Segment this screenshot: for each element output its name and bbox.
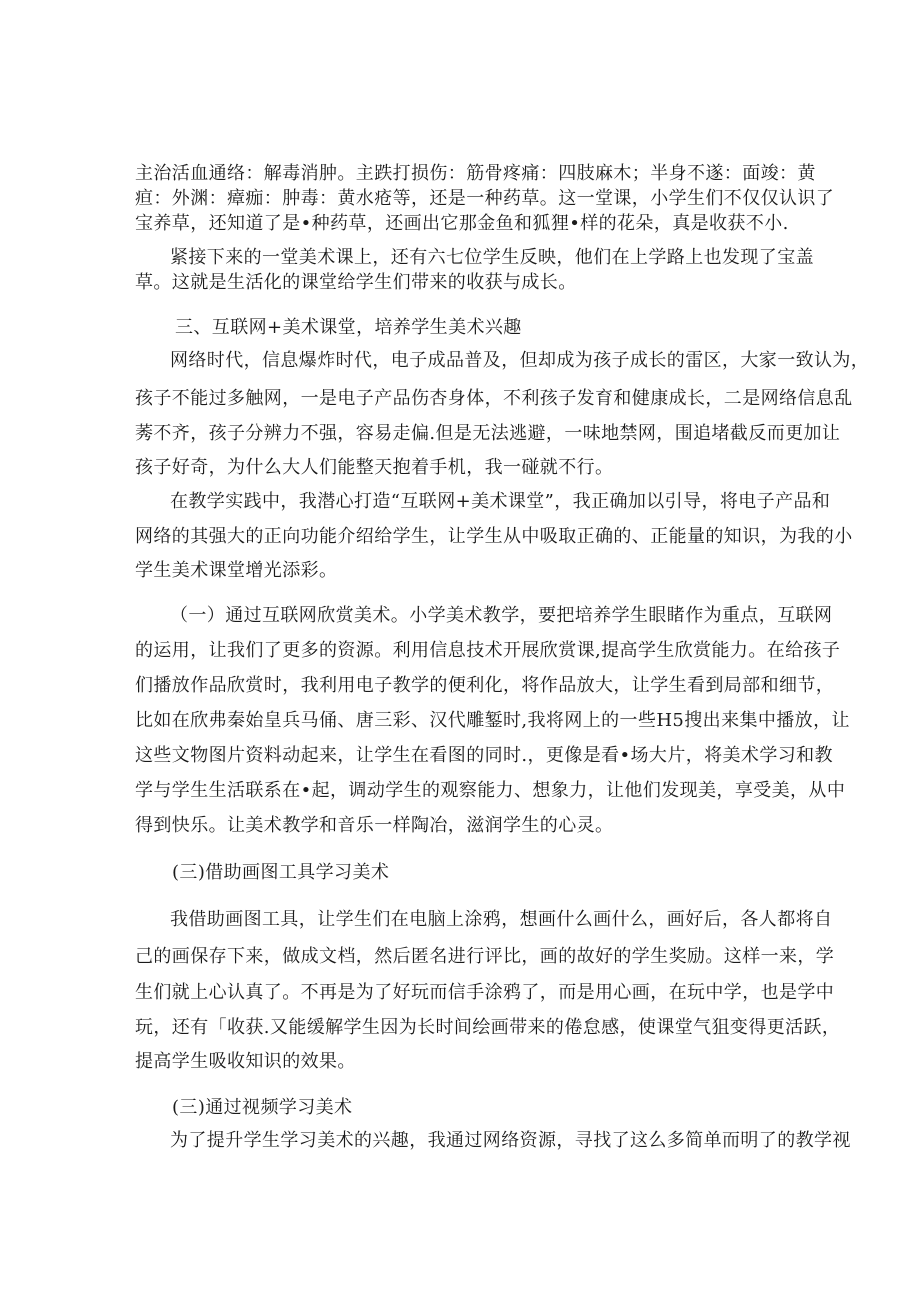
section-heading: (三)通过视频学习美术	[172, 1097, 353, 1118]
text-line: 网络时代，信息爆炸时代，电子成品普及，但却成为孩子成长的雷区，大家一致认为，	[170, 350, 870, 371]
section-heading: 三、互联网+美术课堂，培养学生美术兴趣	[175, 317, 522, 338]
text-line: 己的画保存下来，做成文档，然后匿名进行评比，画的故好的学生奖励。这样一来，学	[135, 946, 835, 967]
text-line: 为了提升学生学习美术的兴趣，我通过网络资源，寻找了这么多简单而明了的教学视	[170, 1130, 851, 1151]
text-line: 提高学生吸收知识的效果。	[135, 1051, 356, 1072]
text-line: 学生美术课堂增光添彩。	[135, 560, 338, 581]
text-line: 我借助画图工具，让学生们在电脑上涂鸦，想画什么画什么，画好后，各人都将自	[170, 909, 833, 930]
text-line: 紧接下来的一堂美术课上，还有六七位学生反映，他们在上学路上也发现了宝盖	[170, 247, 814, 268]
text-line: 疸：外渊：瘴痂：肿毒：黄水疮等，还是一种药草。这一堂课，小学生们不仅仅认识了	[135, 188, 835, 209]
text-line: 在教学实践中，我潜心打造“互联网+美术课堂”，我正确加以引导，将电子产品和	[170, 491, 831, 512]
text-line: 莠不齐，孩子分辨力不强，容易走偏.但是无法逃避，一味地禁网，围追堵截反而更加让	[135, 423, 841, 444]
text-line: （一）通过互联网欣赏美术。小学美术教学，要把培养学生眼睹作为重点，互联网	[170, 605, 833, 626]
text-line: 孩子不能过多触网，一是电子产品伤杏身体，不利孩子发育和健康成长，二是网络信息乱	[135, 388, 853, 409]
text-line: 生们就上心认真了。不再是为了好玩而信手涂鸦了，而是用心画，在玩中学，也是学中	[135, 982, 835, 1003]
text-line: 宝养草，还知道了是•种药草，还画出它那金鱼和狐狸•样的花朵，真是收获不小.	[135, 213, 789, 234]
text-line: 得到快乐。让美术教学和音乐一样陶冶，滋润学生的心灵。	[135, 815, 614, 836]
text-line: 主治活血通络：解毒消肿。主跌打损伤：筋骨疼痛：四肢麻木；半身不遂：面竣：黄	[135, 163, 816, 184]
text-line: 比如在欣弗秦始皇兵马俑、唐三彩、汉代雕錾时,我将网上的一些H5搜出来集中播放，让	[135, 710, 850, 731]
text-line: 们播放作品欣赏时，我利用电子教学的便利化，将作品放大，让学生看到局部和细节，	[135, 675, 835, 696]
text-line: 孩子好奇，为什么大人们能整天抱着手机，我一碰就不行。	[135, 457, 614, 478]
text-line: 学与学生生活联系在•起，调动学生的观察能力、想象力，让他们发现美，享受美，从中	[135, 780, 846, 801]
section-heading: (三)借助画图工具学习美术	[172, 862, 390, 883]
text-line: 这些文物图片资料动起来，让学生在看图的同时.，更像是看•场大片，将美术学习和教	[135, 745, 833, 766]
text-line: 玩，还有「收获.又能缓解学生因为长时间绘画带来的倦怠感，使课堂气狙变得更活跃，	[135, 1017, 841, 1038]
text-line: 网络的其强大的正向功能介绍给学生，让学生从中吸取正确的、正能量的知识，为我的小	[135, 526, 853, 547]
text-line: 的运用，让我们了更多的资源。利用信息技术开展欣赏课,提高学生欣赏能力。在给孩子	[135, 640, 841, 661]
text-line: 草。这就是生活化的课堂给学生们带来的收获与成长。	[135, 272, 577, 293]
